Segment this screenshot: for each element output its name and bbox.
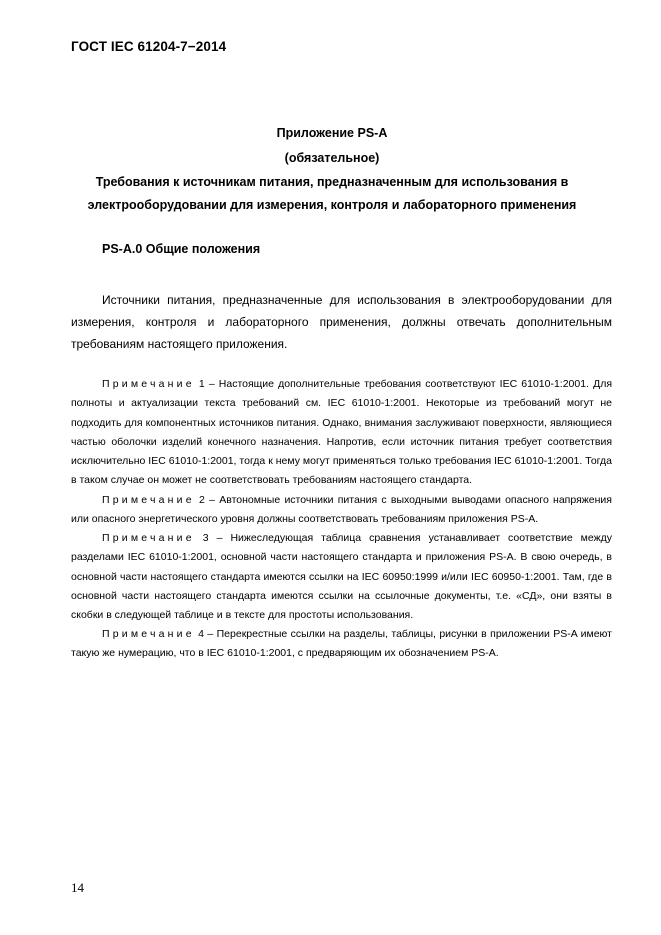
note-label: Примечание [102, 532, 195, 544]
note-number: 4 [198, 628, 205, 640]
note-text: – Автономные источники питания с выходными выводами опасного напряжения или опасного энергетического уровня должны соответствовать требованиям приложения PS-A. [71, 494, 612, 526]
appendix-title: Приложение PS-A [276, 126, 388, 140]
note-number: 3 [202, 532, 209, 544]
appendix-heading-line2: электрооборудовании для измерения, контроля и лабораторного применения [87, 198, 577, 212]
note-label: Примечание [102, 378, 195, 390]
note-number: 2 [199, 494, 205, 506]
note-4 [71, 625, 612, 664]
note-text: – Нижеследующая таблица сравнения устанавливает соответствие между разделами IEC 61010-1:2001, основной части настоящего стандарта и приложения PS-A. В свою очередь, в основной части настоящего стандарта имеются ссылки на IEC 60950:1999 и/или IEC 60950-1:2001. Там, где в основной части настоящего стандарта имеются ссылки на ссылочные документы, т.е. «СД», они взяты в скобки в следующей таблице и в тексте для простоты использования. [71, 532, 612, 622]
note-1 [71, 375, 612, 491]
appendix-heading-line1: Требования к источникам питания, предназначенным для использования в [95, 175, 569, 189]
page-number: 14 [71, 880, 84, 895]
note-text: – Настоящие дополнительные требования соответствуют IEC 61010-1:2001. Для полноты и актуализации текста требований см. IEC 61010-1:2001. Некоторые из требований могут не подходить для компонентных источников питания. Однако, внимания заслуживают поверхности, являющиеся частью оболочки изделий конечного назначения. Напротив, если источник питания требует соответствия исключительно IEC 61010-1:2001, тогда к нему могут применяться только требования IEC 61010-1:2001. Тогда в таком случае он может не соответствовать требованиям настоящего стандарта. [71, 378, 613, 487]
appendix-status: (обязательное) [284, 151, 380, 165]
body-paragraph: Источники питания, предназначенные для использования в электрооборудовании для измерения, контроля и лабораторного применения, должны отвечать дополнительным требованиям настоящего приложения. [71, 293, 612, 351]
section-title: PS-A.0 Общие положения [102, 242, 261, 256]
note-label: Примечание [102, 628, 195, 640]
document-header: ГОСТ IEC 61204-7−2014 [71, 39, 227, 54]
note-label: Примечание [102, 494, 195, 506]
note-3 [71, 529, 612, 625]
note-number: 1 [198, 378, 205, 390]
note-2 [71, 491, 612, 530]
note-text: – Перекрестные ссылки на разделы, таблицы, рисунки в приложении PS-A имеют такую же нумерацию, что в IEC 61010-1:2001, с предваряющим их обозначением PS-A. [71, 628, 612, 660]
